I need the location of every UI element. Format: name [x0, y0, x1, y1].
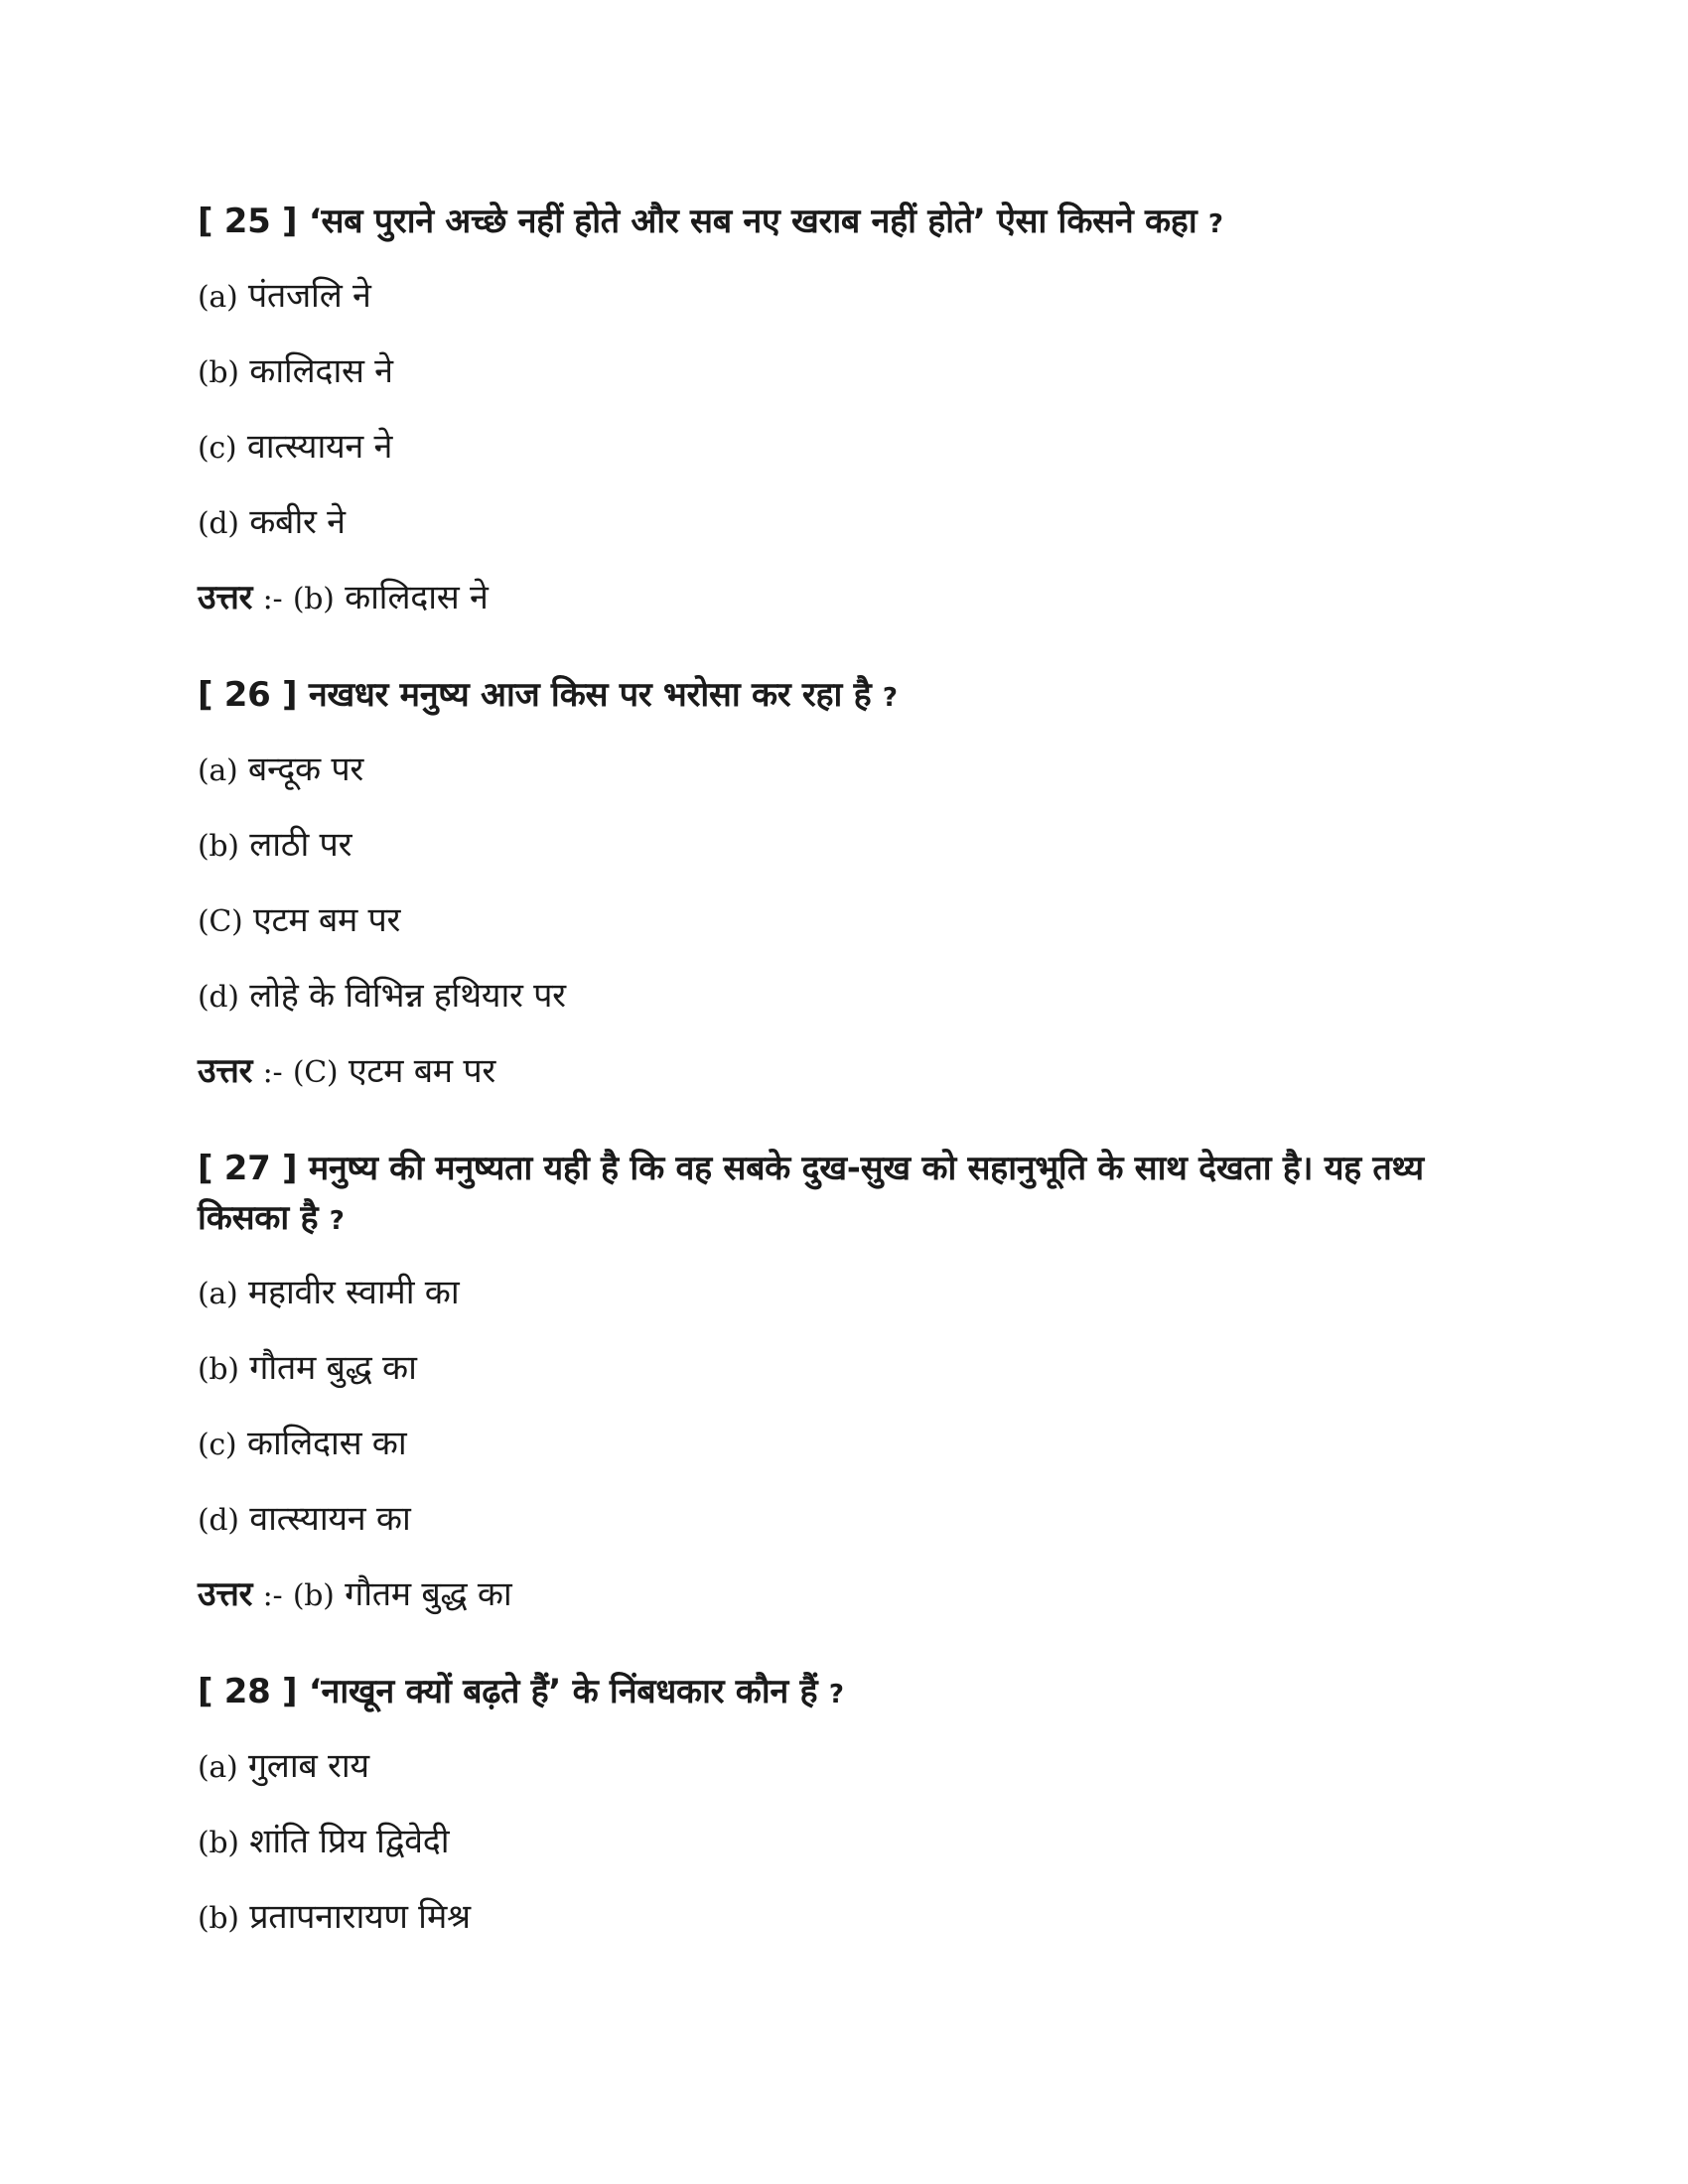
option-text: शांति प्रिय द्विवेदी	[249, 1822, 450, 1861]
option-text: कालिदास का	[246, 1424, 407, 1463]
answer-separator: :-	[262, 582, 283, 616]
question-text	[198, 1144, 1508, 1246]
option-key: (b)	[198, 1826, 239, 1860]
option-b	[198, 1817, 1508, 1868]
option-key: (a)	[198, 1277, 238, 1311]
option-a	[198, 271, 1508, 323]
answer-label: उत्तर	[198, 1574, 253, 1614]
question-body: ‘नाखून क्यों बढ़ते हैं’ के निंबधकार कौन हैं	[308, 1672, 818, 1711]
option-text: गुलाब राय	[247, 1746, 369, 1786]
option-text: कालिदास ने	[249, 351, 393, 391]
option-d	[198, 971, 1508, 1023]
question-text	[198, 1667, 1508, 1719]
option-key: (d)	[198, 1503, 239, 1538]
answer-text: एटम बम पर	[348, 1051, 495, 1091]
option-text: लोहे के विभिन्न हथियार पर	[249, 976, 566, 1016]
option-key: (d)	[198, 980, 239, 1015]
answer-key: (b)	[292, 582, 335, 616]
question-text	[198, 670, 1508, 723]
option-a	[198, 1268, 1508, 1319]
answer-separator: :-	[262, 1055, 283, 1090]
question-26	[198, 670, 1508, 1098]
answer-separator: :-	[262, 1578, 283, 1613]
option-d	[198, 497, 1508, 549]
question-mark: ?	[329, 1206, 345, 1236]
option-c	[198, 1892, 1508, 1944]
question-body: ‘सब पुराने अच्छे नहीं होते और सब नए खराब नहीं होते’ ऐसा किसने कहा	[308, 202, 1197, 241]
option-key: (a)	[198, 1750, 238, 1785]
option-text: एटम बम पर	[252, 900, 401, 940]
option-c	[198, 1419, 1508, 1470]
question-text	[198, 197, 1508, 249]
answer-label: उत्तर	[198, 1051, 253, 1091]
option-a	[198, 745, 1508, 796]
answer-line	[198, 1570, 1508, 1621]
option-key: (b)	[198, 829, 239, 864]
answer-text: गौतम बुद्ध का	[345, 1574, 512, 1614]
option-c	[198, 422, 1508, 474]
answer-line	[198, 573, 1508, 624]
question-mark: ?	[828, 1680, 844, 1709]
option-b	[198, 346, 1508, 398]
option-a	[198, 1741, 1508, 1793]
question-mark: ?	[882, 683, 898, 713]
document-page	[198, 197, 1508, 1989]
option-key: (d)	[198, 506, 239, 541]
question-mark: ?	[1207, 209, 1223, 239]
question-number: [ 27 ]	[198, 1149, 298, 1188]
option-c	[198, 895, 1508, 947]
option-key: (C)	[198, 904, 243, 939]
option-b	[198, 820, 1508, 872]
option-text: बन्दूक पर	[247, 750, 363, 789]
option-key: (b)	[198, 1352, 239, 1387]
option-text: कबीर ने	[249, 502, 346, 542]
answer-line	[198, 1046, 1508, 1098]
option-b	[198, 1343, 1508, 1395]
option-text: वात्स्यायन का	[249, 1499, 411, 1539]
answer-key: (C)	[292, 1055, 339, 1090]
option-text: पंतजलि ने	[247, 276, 371, 316]
question-body: मनुष्य की मनुष्यता यही है कि वह सबके दुख-सुख को सहानुभूति के साथ देखता है। यह तथ्य किसका है	[198, 1149, 1424, 1238]
option-text: महावीर स्वामी का	[247, 1273, 460, 1312]
option-key: (a)	[198, 280, 238, 315]
option-key: (a)	[198, 753, 238, 788]
option-key: (b)	[198, 355, 239, 390]
question-27	[198, 1144, 1508, 1621]
question-number: [ 25 ]	[198, 202, 298, 241]
answer-label: उत्तर	[198, 578, 253, 617]
question-28	[198, 1667, 1508, 1944]
question-number: [ 28 ]	[198, 1672, 298, 1711]
option-d	[198, 1494, 1508, 1546]
question-number: [ 26 ]	[198, 675, 298, 715]
option-text: वात्स्यायन ने	[246, 427, 393, 467]
option-text: लाठी पर	[249, 825, 352, 865]
option-key: (c)	[198, 1428, 237, 1462]
option-key: (c)	[198, 431, 237, 466]
option-text: प्रतापनारायण मिश्र	[249, 1897, 471, 1937]
answer-text: कालिदास ने	[345, 578, 489, 617]
answer-key: (b)	[292, 1578, 335, 1613]
question-body: नखधर मनुष्य आज किस पर भरोसा कर रहा है	[308, 675, 872, 715]
option-key: (b)	[198, 1901, 239, 1936]
question-25	[198, 197, 1508, 624]
option-text: गौतम बुद्ध का	[249, 1348, 417, 1388]
